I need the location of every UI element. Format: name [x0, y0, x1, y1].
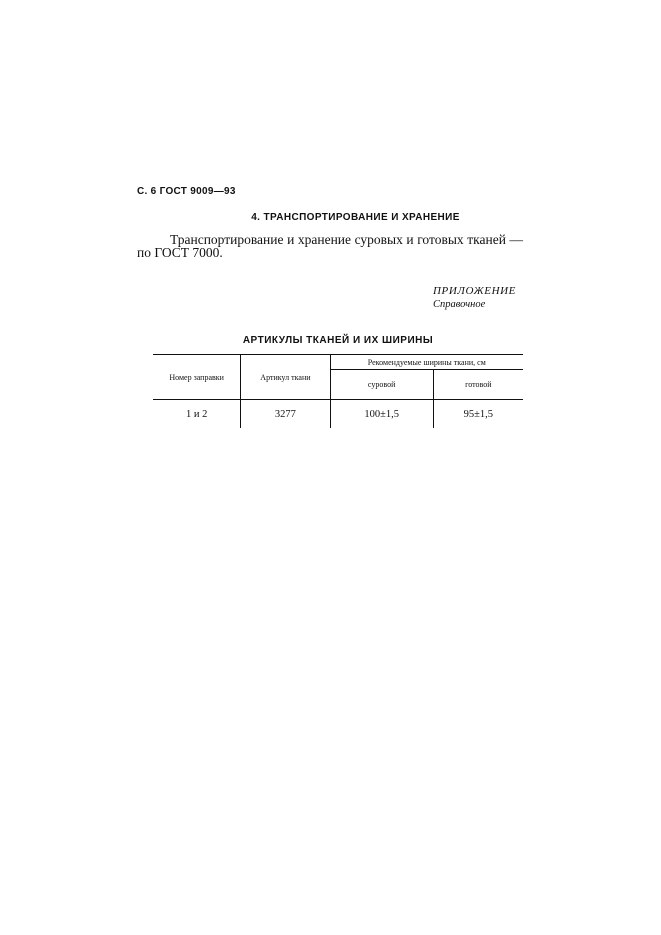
appendix-label: ПРИЛОЖЕНИЕ: [433, 285, 516, 297]
table-header-row: [153, 355, 523, 370]
cell-article: 3277: [241, 400, 330, 429]
section-title: 4. ТРАНСПОРТИРОВАНИЕ И ХРАНЕНИЕ: [251, 212, 460, 223]
page-header: С. 6 ГОСТ 9009—93: [137, 186, 236, 197]
header-number: Номер заправки: [153, 355, 241, 400]
cell-finished: 95±1,5: [433, 400, 523, 429]
header-finished: готовой: [433, 370, 523, 400]
header-raw: суровой: [330, 370, 433, 400]
appendix-sublabel: Справочное: [433, 299, 486, 310]
header-width-group: Рекомендуемые ширины ткани, см: [330, 355, 523, 370]
appendix-block: [433, 284, 516, 312]
table-title: АРТИКУЛЫ ТКАНЕЙ И ИХ ШИРИНЫ: [242, 335, 434, 346]
table-row: [153, 400, 523, 429]
section-paragraph: Транспортирование и хранение суровых и готовых тканей — по ГОСТ 7000.: [137, 232, 523, 260]
cell-number: 1 и 2: [185, 408, 208, 420]
fabric-widths-table: [153, 354, 523, 428]
cell-raw: 100±1,5: [330, 400, 433, 429]
header-article: Артикул ткани: [241, 355, 330, 400]
section-body: [137, 233, 523, 259]
